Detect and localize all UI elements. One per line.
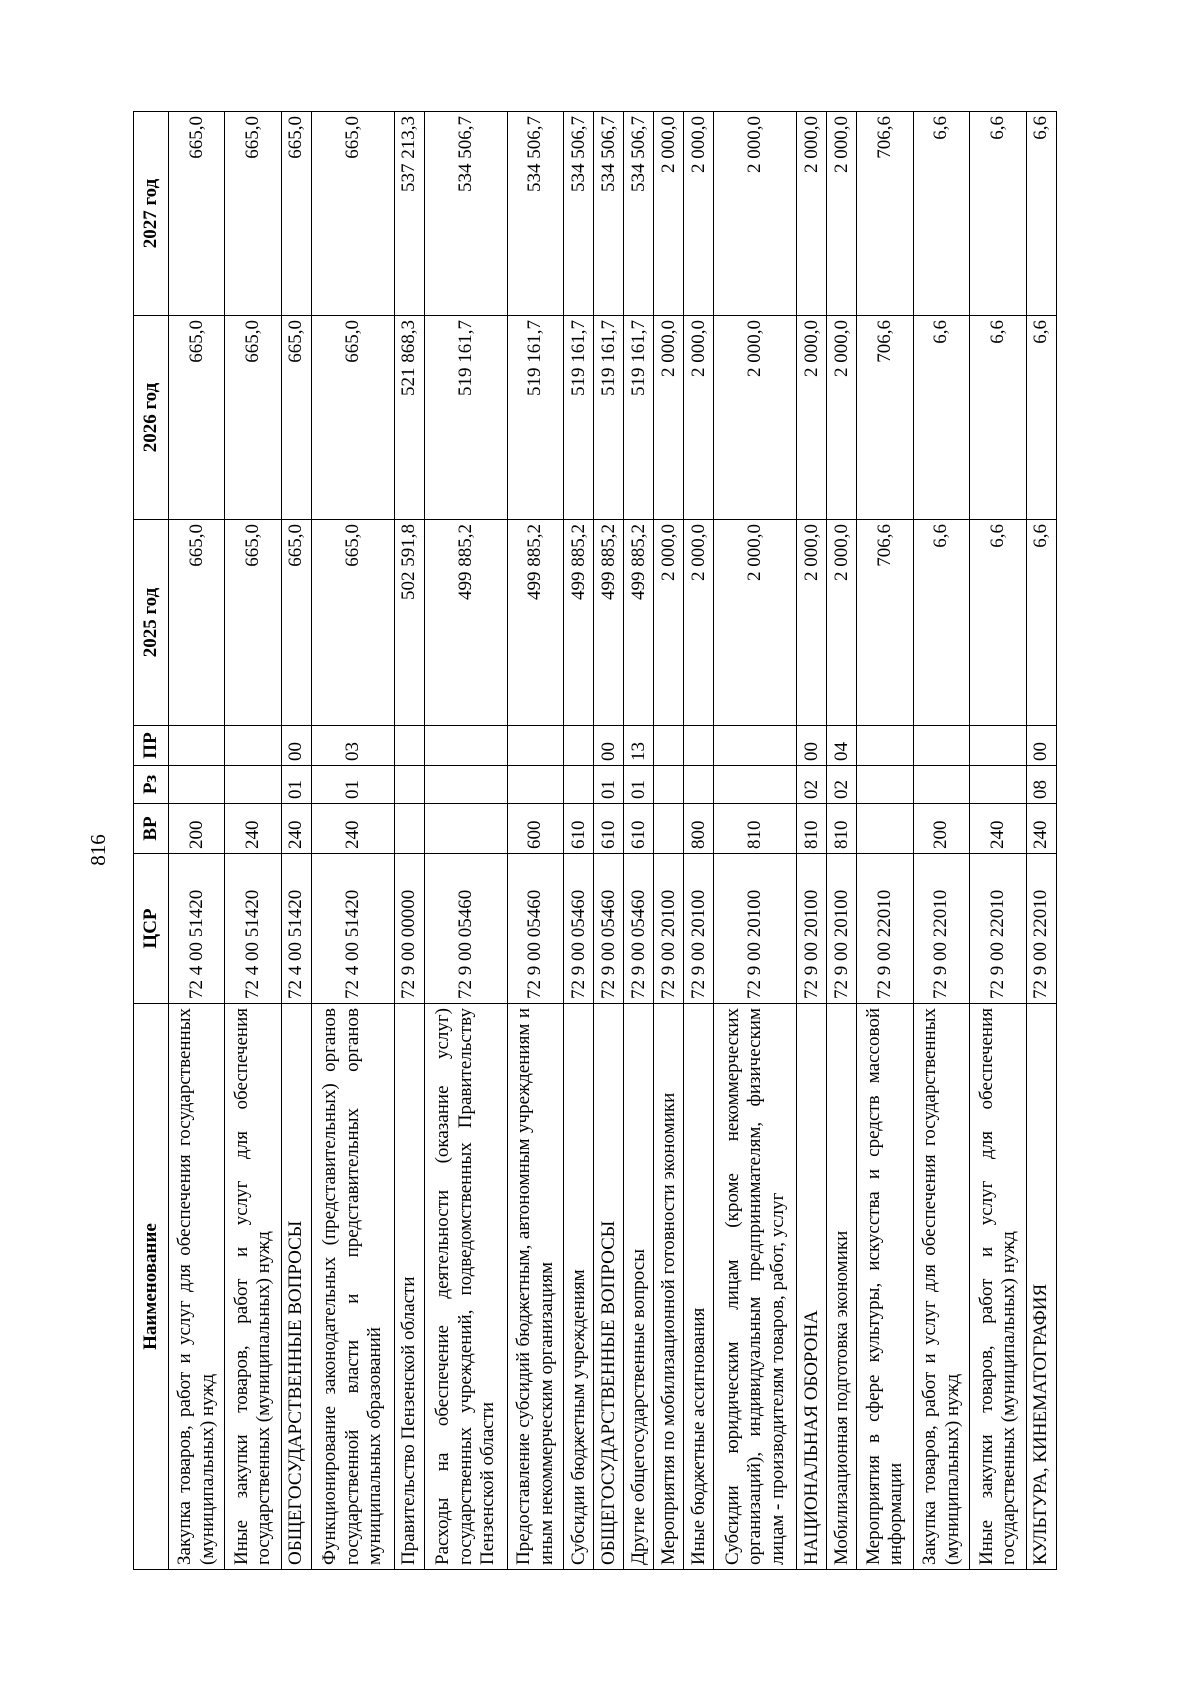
cell-y2026: 519 161,7: [507, 316, 563, 520]
cell-y2027: 665,0: [169, 112, 225, 316]
cell-rz: [507, 766, 563, 804]
cell-pr: 00: [594, 726, 624, 766]
table-row: [970, 112, 1026, 1570]
cell-name: Мероприятия в сфере культуры, искусства и средств массовой информации: [857, 1004, 913, 1570]
table-row: [797, 112, 827, 1570]
cell-y2027: 534 506,7: [564, 112, 594, 316]
cell-y2027: 534 506,7: [594, 112, 624, 316]
table-row: [714, 112, 797, 1570]
header-row: [134, 112, 169, 1570]
cell-y2025: 499 885,2: [507, 520, 563, 726]
table-row: [654, 112, 684, 1570]
cell-y2027: 706,6: [857, 112, 913, 316]
table-row: [827, 112, 857, 1570]
cell-y2027: 2 000,0: [654, 112, 684, 316]
table-row: [1026, 112, 1056, 1570]
cell-y2027: 2 000,0: [684, 112, 714, 316]
cell-y2025: 2 000,0: [654, 520, 684, 726]
cell-csr: 72 9 00 05460: [507, 854, 563, 1004]
cell-csr: 72 4 00 51420: [311, 854, 394, 1004]
cell-y2027: 537 213,3: [394, 112, 424, 316]
cell-y2027: 665,0: [225, 112, 281, 316]
cell-vr: 810: [714, 804, 797, 854]
cell-y2027: 534 506,7: [424, 112, 507, 316]
table-row: [169, 112, 225, 1570]
cell-pr: [684, 726, 714, 766]
cell-csr: 72 9 00 20100: [827, 854, 857, 1004]
cell-rz: 01: [311, 766, 394, 804]
cell-rz: 01: [594, 766, 624, 804]
cell-rz: [857, 766, 913, 804]
cell-csr: 72 9 00 20100: [714, 854, 797, 1004]
cell-y2026: 519 161,7: [594, 316, 624, 520]
table-row: [624, 112, 654, 1570]
cell-csr: 72 9 00 05460: [594, 854, 624, 1004]
cell-vr: 610: [594, 804, 624, 854]
cell-y2025: 665,0: [169, 520, 225, 726]
cell-name: НАЦИОНАЛЬНАЯ ОБОРОНА: [797, 1004, 827, 1570]
cell-y2026: 665,0: [225, 316, 281, 520]
budget-table: [133, 111, 1057, 1570]
cell-vr: 240: [970, 804, 1026, 854]
cell-vr: 240: [311, 804, 394, 854]
cell-pr: 00: [1026, 726, 1056, 766]
cell-y2025: 665,0: [311, 520, 394, 726]
cell-pr: [857, 726, 913, 766]
cell-pr: 04: [827, 726, 857, 766]
table-row: [594, 112, 624, 1570]
cell-y2026: 706,6: [857, 316, 913, 520]
cell-y2025: 2 000,0: [714, 520, 797, 726]
cell-y2025: 499 885,2: [624, 520, 654, 726]
cell-y2025: 499 885,2: [424, 520, 507, 726]
header-vr: ВР: [134, 804, 169, 854]
cell-rz: [225, 766, 281, 804]
cell-rz: [714, 766, 797, 804]
cell-y2025: 706,6: [857, 520, 913, 726]
cell-y2025: 2 000,0: [684, 520, 714, 726]
cell-csr: 72 9 00 05460: [564, 854, 594, 1004]
cell-rz: 08: [1026, 766, 1056, 804]
cell-rz: [913, 766, 969, 804]
cell-name: Иные закупки товаров, работ и услуг для обеспечения государственных (муниципальных) нужд: [970, 1004, 1026, 1570]
cell-pr: [913, 726, 969, 766]
cell-y2027: 2 000,0: [827, 112, 857, 316]
cell-csr: 72 9 00 20100: [797, 854, 827, 1004]
cell-pr: [225, 726, 281, 766]
cell-y2025: 2 000,0: [797, 520, 827, 726]
cell-name: Мероприятия по мобилизационной готовности экономики: [654, 1004, 684, 1570]
cell-pr: 13: [624, 726, 654, 766]
cell-rz: 02: [797, 766, 827, 804]
cell-name: ОБЩЕГОСУДАРСТВЕННЫЕ ВОПРОСЫ: [594, 1004, 624, 1570]
cell-csr: 72 9 00 22010: [913, 854, 969, 1004]
cell-vr: 200: [913, 804, 969, 854]
cell-name: Иные закупки товаров, работ и услуг для обеспечения государственных (муниципальных) нужд: [225, 1004, 281, 1570]
cell-csr: 72 9 00 05460: [624, 854, 654, 1004]
header-2026: 2026 год: [134, 316, 169, 520]
cell-rz: [169, 766, 225, 804]
cell-name: Закупка товаров, работ и услуг для обеспечения государственных (муниципальных) нужд: [169, 1004, 225, 1570]
cell-vr: 240: [225, 804, 281, 854]
cell-rz: 02: [827, 766, 857, 804]
cell-csr: 72 4 00 51420: [281, 854, 311, 1004]
cell-vr: 600: [507, 804, 563, 854]
cell-y2026: 6,6: [1026, 316, 1056, 520]
cell-y2025: 2 000,0: [827, 520, 857, 726]
cell-csr: 72 9 00 22010: [970, 854, 1026, 1004]
cell-csr: 72 9 00 22010: [857, 854, 913, 1004]
cell-vr: [654, 804, 684, 854]
cell-pr: [654, 726, 684, 766]
cell-y2027: 6,6: [970, 112, 1026, 316]
cell-name: Правительство Пензенской области: [394, 1004, 424, 1570]
cell-name: Иные бюджетные ассигнования: [684, 1004, 714, 1570]
cell-y2025: 6,6: [913, 520, 969, 726]
cell-y2026: 2 000,0: [827, 316, 857, 520]
cell-y2026: 2 000,0: [714, 316, 797, 520]
cell-y2026: 521 868,3: [394, 316, 424, 520]
header-name: Наименование: [134, 1004, 169, 1570]
cell-vr: 240: [1026, 804, 1056, 854]
table-row: [424, 112, 507, 1570]
cell-name: КУЛЬТУРА, КИНЕМАТОГРАФИЯ: [1026, 1004, 1056, 1570]
cell-name: Субсидии юридическим лицам (кроме некоммерческих организаций), индивидуальным предпринимателям, физическим лицам - производителям товаров, работ, услуг: [714, 1004, 797, 1570]
cell-csr: 72 9 00 22010: [1026, 854, 1056, 1004]
cell-pr: 03: [311, 726, 394, 766]
cell-csr: 72 9 00 20100: [684, 854, 714, 1004]
cell-vr: [857, 804, 913, 854]
cell-name: Субсидии бюджетным учреждениям: [564, 1004, 594, 1570]
table-row: [857, 112, 913, 1570]
cell-pr: [970, 726, 1026, 766]
cell-pr: 00: [281, 726, 311, 766]
header-csr: ЦСР: [134, 854, 169, 1004]
cell-vr: 810: [797, 804, 827, 854]
header-rz: Рз: [134, 766, 169, 804]
cell-rz: [394, 766, 424, 804]
cell-y2027: 534 506,7: [507, 112, 563, 316]
cell-csr: 72 9 00 05460: [424, 854, 507, 1004]
cell-name: Предоставление субсидий бюджетным, автономным учреждениям и иным некоммерческим организациям: [507, 1004, 563, 1570]
cell-y2027: 665,0: [311, 112, 394, 316]
cell-pr: [169, 726, 225, 766]
cell-y2026: 519 161,7: [624, 316, 654, 520]
rotated-table-wrapper: [133, 112, 1057, 1570]
cell-pr: [424, 726, 507, 766]
cell-pr: [714, 726, 797, 766]
cell-y2026: 2 000,0: [684, 316, 714, 520]
cell-name: Расходы на обеспечение деятельности (оказание услуг) государственных учреждений, подведомственных Правительству Пензенской области: [424, 1004, 507, 1570]
table-row: [684, 112, 714, 1570]
cell-rz: [424, 766, 507, 804]
cell-y2026: 6,6: [970, 316, 1026, 520]
cell-rz: [684, 766, 714, 804]
cell-name: Мобилизационная подготовка экономики: [827, 1004, 857, 1570]
cell-name: Функционирование законодательных (представительных) органов государственной власти и представительных органов муниципальных образований: [311, 1004, 394, 1570]
cell-csr: 72 4 00 51420: [169, 854, 225, 1004]
cell-y2026: 2 000,0: [797, 316, 827, 520]
cell-y2026: 519 161,7: [424, 316, 507, 520]
cell-vr: 240: [281, 804, 311, 854]
cell-name: Закупка товаров, работ и услуг для обеспечения государственных (муниципальных) нужд: [913, 1004, 969, 1570]
cell-y2027: 2 000,0: [797, 112, 827, 316]
cell-pr: [507, 726, 563, 766]
table-row: [564, 112, 594, 1570]
header-pr: ПР: [134, 726, 169, 766]
cell-vr: [394, 804, 424, 854]
cell-y2025: 6,6: [1026, 520, 1056, 726]
header-2025: 2025 год: [134, 520, 169, 726]
cell-vr: 200: [169, 804, 225, 854]
cell-rz: [564, 766, 594, 804]
cell-rz: 01: [281, 766, 311, 804]
cell-y2026: 2 000,0: [654, 316, 684, 520]
cell-vr: 810: [827, 804, 857, 854]
cell-csr: 72 9 00 20100: [654, 854, 684, 1004]
cell-rz: 01: [624, 766, 654, 804]
cell-vr: 610: [624, 804, 654, 854]
cell-y2026: 665,0: [169, 316, 225, 520]
cell-csr: 72 4 00 51420: [225, 854, 281, 1004]
page-number: 816: [86, 834, 110, 866]
cell-vr: 610: [564, 804, 594, 854]
cell-y2025: 6,6: [970, 520, 1026, 726]
cell-y2027: 2 000,0: [714, 112, 797, 316]
table-row: [281, 112, 311, 1570]
cell-y2025: 499 885,2: [594, 520, 624, 726]
cell-pr: [394, 726, 424, 766]
cell-y2025: 502 591,8: [394, 520, 424, 726]
cell-name: Другие общегосударственные вопросы: [624, 1004, 654, 1570]
cell-y2025: 499 885,2: [564, 520, 594, 726]
cell-y2026: 665,0: [281, 316, 311, 520]
table-row: [394, 112, 424, 1570]
table-body: [169, 112, 1057, 1570]
cell-vr: 800: [684, 804, 714, 854]
cell-y2027: 6,6: [1026, 112, 1056, 316]
header-2027: 2027 год: [134, 112, 169, 316]
cell-y2026: 519 161,7: [564, 316, 594, 520]
cell-y2027: 665,0: [281, 112, 311, 316]
cell-y2026: 6,6: [913, 316, 969, 520]
table-row: [311, 112, 394, 1570]
cell-y2027: 534 506,7: [624, 112, 654, 316]
cell-vr: [424, 804, 507, 854]
table-row: [507, 112, 563, 1570]
cell-y2027: 6,6: [913, 112, 969, 316]
cell-pr: 00: [797, 726, 827, 766]
cell-rz: [970, 766, 1026, 804]
table-row: [913, 112, 969, 1570]
cell-name: ОБЩЕГОСУДАРСТВЕННЫЕ ВОПРОСЫ: [281, 1004, 311, 1570]
table-row: [225, 112, 281, 1570]
cell-y2025: 665,0: [281, 520, 311, 726]
cell-rz: [654, 766, 684, 804]
cell-y2025: 665,0: [225, 520, 281, 726]
cell-csr: 72 9 00 00000: [394, 854, 424, 1004]
cell-pr: [564, 726, 594, 766]
cell-y2026: 665,0: [311, 316, 394, 520]
